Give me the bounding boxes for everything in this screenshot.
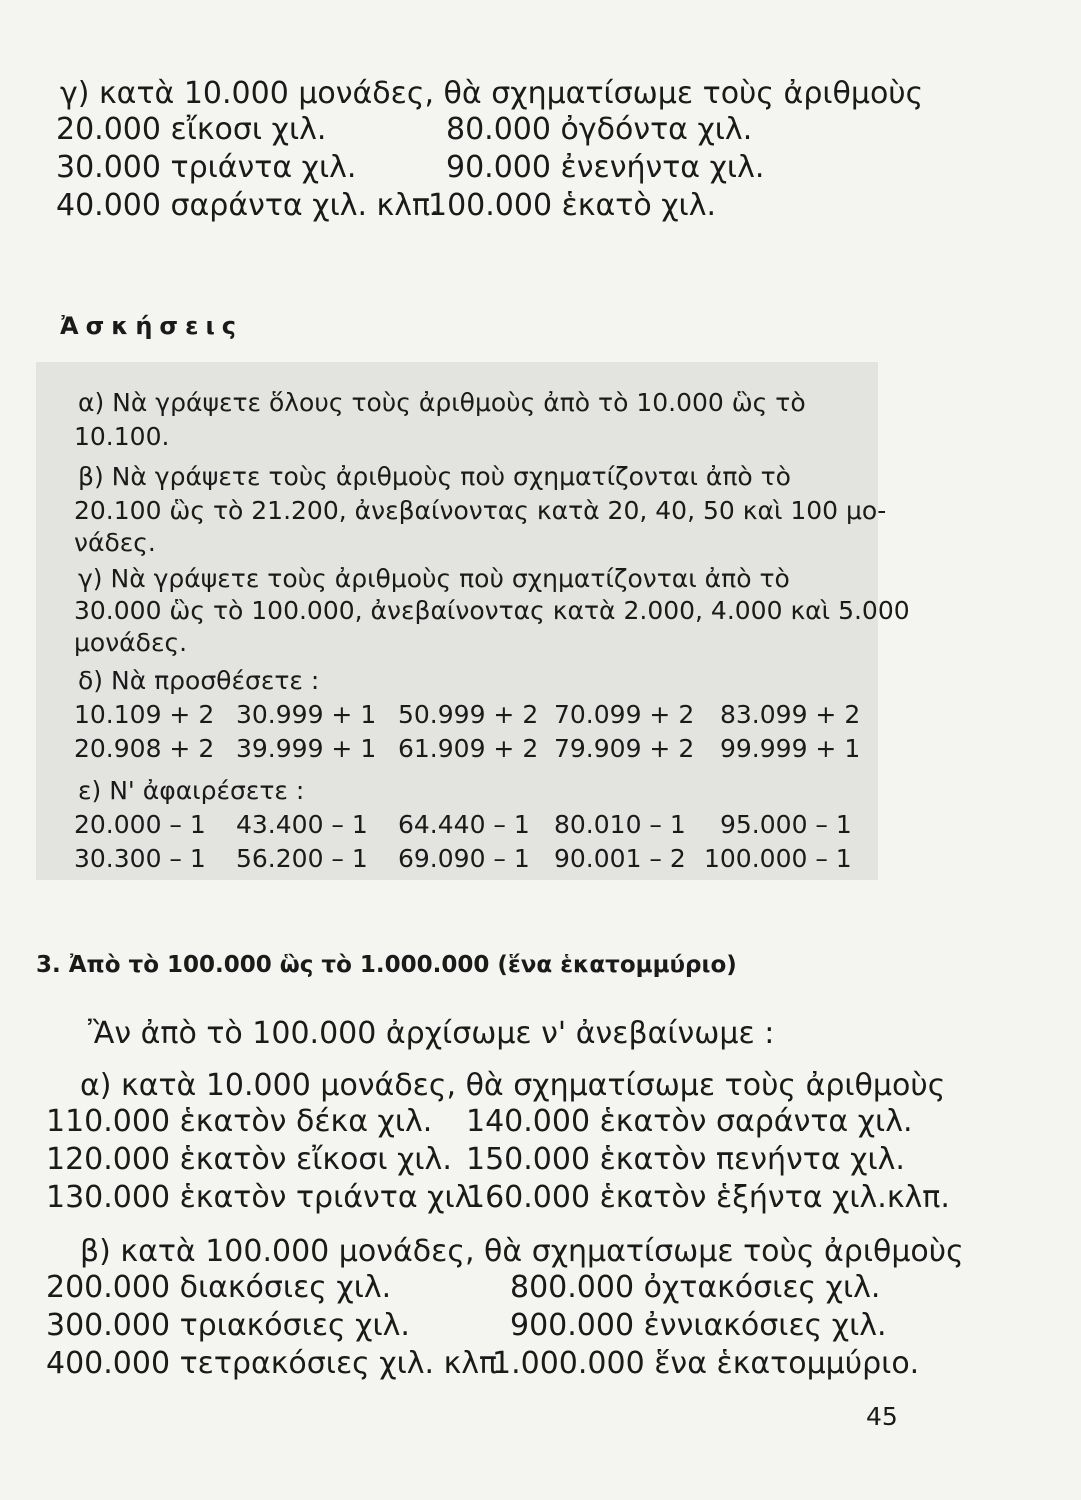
e-row2-c5: 100.000 – 1 bbox=[704, 844, 852, 873]
top-row-1-left: 20.000 εἴκοσι χιλ. bbox=[56, 112, 327, 147]
d-row1-c2: 30.999 + 1 bbox=[236, 700, 377, 729]
exercise-d-label: δ) Νὰ προσθέσετε : bbox=[78, 666, 320, 695]
top-row-3-left: 40.000 σαράντα χιλ. κλπ. bbox=[56, 188, 440, 223]
s3-a-row3-right: 160.000 ἑκατὸν ἑξήντα χιλ.κλπ. bbox=[466, 1180, 950, 1215]
exercise-b-line-2: 20.100 ὣς τὸ 21.200, ἀνεβαίνοντας κατὰ 20, 40, 50 καὶ 100 μο- bbox=[74, 496, 887, 525]
top-intro-line: γ) κατὰ 10.000 μονάδες, θὰ σχηματίσωμε τοὺς ἀριθμοὺς bbox=[60, 76, 924, 111]
d-row1-c1: 10.109 + 2 bbox=[74, 700, 215, 729]
d-row2-c2: 39.999 + 1 bbox=[236, 734, 377, 763]
s3-a-row1-left: 110.000 ἑκατὸν δέκα χιλ. bbox=[46, 1104, 433, 1139]
d-row1-c4: 70.099 + 2 bbox=[554, 700, 695, 729]
d-row1-c5: 83.099 + 2 bbox=[720, 700, 861, 729]
exercise-c-line-2: 30.000 ὣς τὸ 100.000, ἀνεβαίνοντας κατὰ 2.000, 4.000 καὶ 5.000 bbox=[74, 596, 910, 625]
d-row2-c3: 61.909 + 2 bbox=[398, 734, 539, 763]
e-row2-c2: 56.200 – 1 bbox=[236, 844, 368, 873]
d-row1-c3: 50.999 + 2 bbox=[398, 700, 539, 729]
e-row1-c4: 80.010 – 1 bbox=[554, 810, 686, 839]
s3-b-row1-left: 200.000 διακόσιες χιλ. bbox=[46, 1270, 392, 1305]
top-row-2-right: 90.000 ἐνενήντα χιλ. bbox=[446, 150, 765, 185]
s3-b-row2-right: 900.000 ἐννιακόσιες χιλ. bbox=[510, 1308, 887, 1343]
s3-b-row1-right: 800.000 ὀχτακόσιες χιλ. bbox=[510, 1270, 881, 1305]
d-row2-c5: 99.999 + 1 bbox=[720, 734, 861, 763]
section-3-title: 3. Ἀπὸ τὸ 100.000 ὣς τὸ 1.000.000 (ἕνα ἑκατομμύριο) bbox=[36, 952, 737, 978]
e-row2-c4: 90.001 – 2 bbox=[554, 844, 686, 873]
e-row2-c1: 30.300 – 1 bbox=[74, 844, 206, 873]
s3-b-row3-right: 1.000.000 ἕνα ἑκατομμύριο. bbox=[492, 1346, 920, 1381]
top-row-1-right: 80.000 ὀγδόντα χιλ. bbox=[446, 112, 753, 147]
s3-a-row2-right: 150.000 ἑκατὸν πενήντα χιλ. bbox=[466, 1142, 905, 1177]
d-row2-c4: 79.909 + 2 bbox=[554, 734, 695, 763]
page-number: 45 bbox=[866, 1402, 898, 1431]
exercises-heading: Ἀσκήσεις bbox=[60, 312, 244, 340]
exercise-c-line-1: γ) Νὰ γράψετε τοὺς ἀριθμοὺς ποὺ σχηματίζονται ἀπὸ τὸ bbox=[78, 564, 790, 593]
s3-b-row3-left: 400.000 τετρακόσιες χιλ. κλπ. bbox=[46, 1346, 507, 1381]
e-row1-c1: 20.000 – 1 bbox=[74, 810, 206, 839]
e-row1-c2: 43.400 – 1 bbox=[236, 810, 368, 839]
section-3-a-intro: α) κατὰ 10.000 μονάδες, θὰ σχηματίσωμε τοὺς ἀριθμοὺς bbox=[80, 1068, 946, 1103]
exercise-b-line-3: νάδες. bbox=[74, 528, 156, 557]
s3-b-row2-left: 300.000 τριακόσιες χιλ. bbox=[46, 1308, 410, 1343]
section-3-intro: Ἂν ἀπὸ τὸ 100.000 ἀρχίσωμε ν' ἀνεβαίνωμε : bbox=[88, 1016, 775, 1051]
exercise-a-line-1: α) Νὰ γράψετε ὅλους τοὺς ἀριθμοὺς ἀπὸ τὸ 10.000 ὣς τὸ bbox=[78, 388, 806, 417]
e-row2-c3: 69.090 – 1 bbox=[398, 844, 530, 873]
exercise-a-line-2: 10.100. bbox=[74, 422, 170, 451]
exercise-b-line-1: β) Νὰ γράψετε τοὺς ἀριθμοὺς ποὺ σχηματίζονται ἀπὸ τὸ bbox=[78, 462, 791, 491]
exercise-c-line-3: μονάδες. bbox=[74, 628, 188, 657]
e-row1-c3: 64.440 – 1 bbox=[398, 810, 530, 839]
s3-a-row1-right: 140.000 ἑκατὸν σαράντα χιλ. bbox=[466, 1104, 913, 1139]
section-3-b-intro: β) κατὰ 100.000 μονάδες, θὰ σχηματίσωμε τοὺς ἀριθμοὺς bbox=[80, 1234, 964, 1269]
top-row-3-right: 100.000 ἑκατὸ χιλ. bbox=[428, 188, 716, 223]
s3-a-row2-left: 120.000 ἑκατὸν εἴκοσι χιλ. bbox=[46, 1142, 452, 1177]
top-row-2-left: 30.000 τριάντα χιλ. bbox=[56, 150, 357, 185]
d-row2-c1: 20.908 + 2 bbox=[74, 734, 215, 763]
s3-a-row3-left: 130.000 ἑκατὸν τριάντα χιλ. bbox=[46, 1180, 482, 1215]
exercise-e-label: ε) Ν' ἀφαιρέσετε : bbox=[78, 776, 305, 805]
e-row1-c5: 95.000 – 1 bbox=[720, 810, 852, 839]
